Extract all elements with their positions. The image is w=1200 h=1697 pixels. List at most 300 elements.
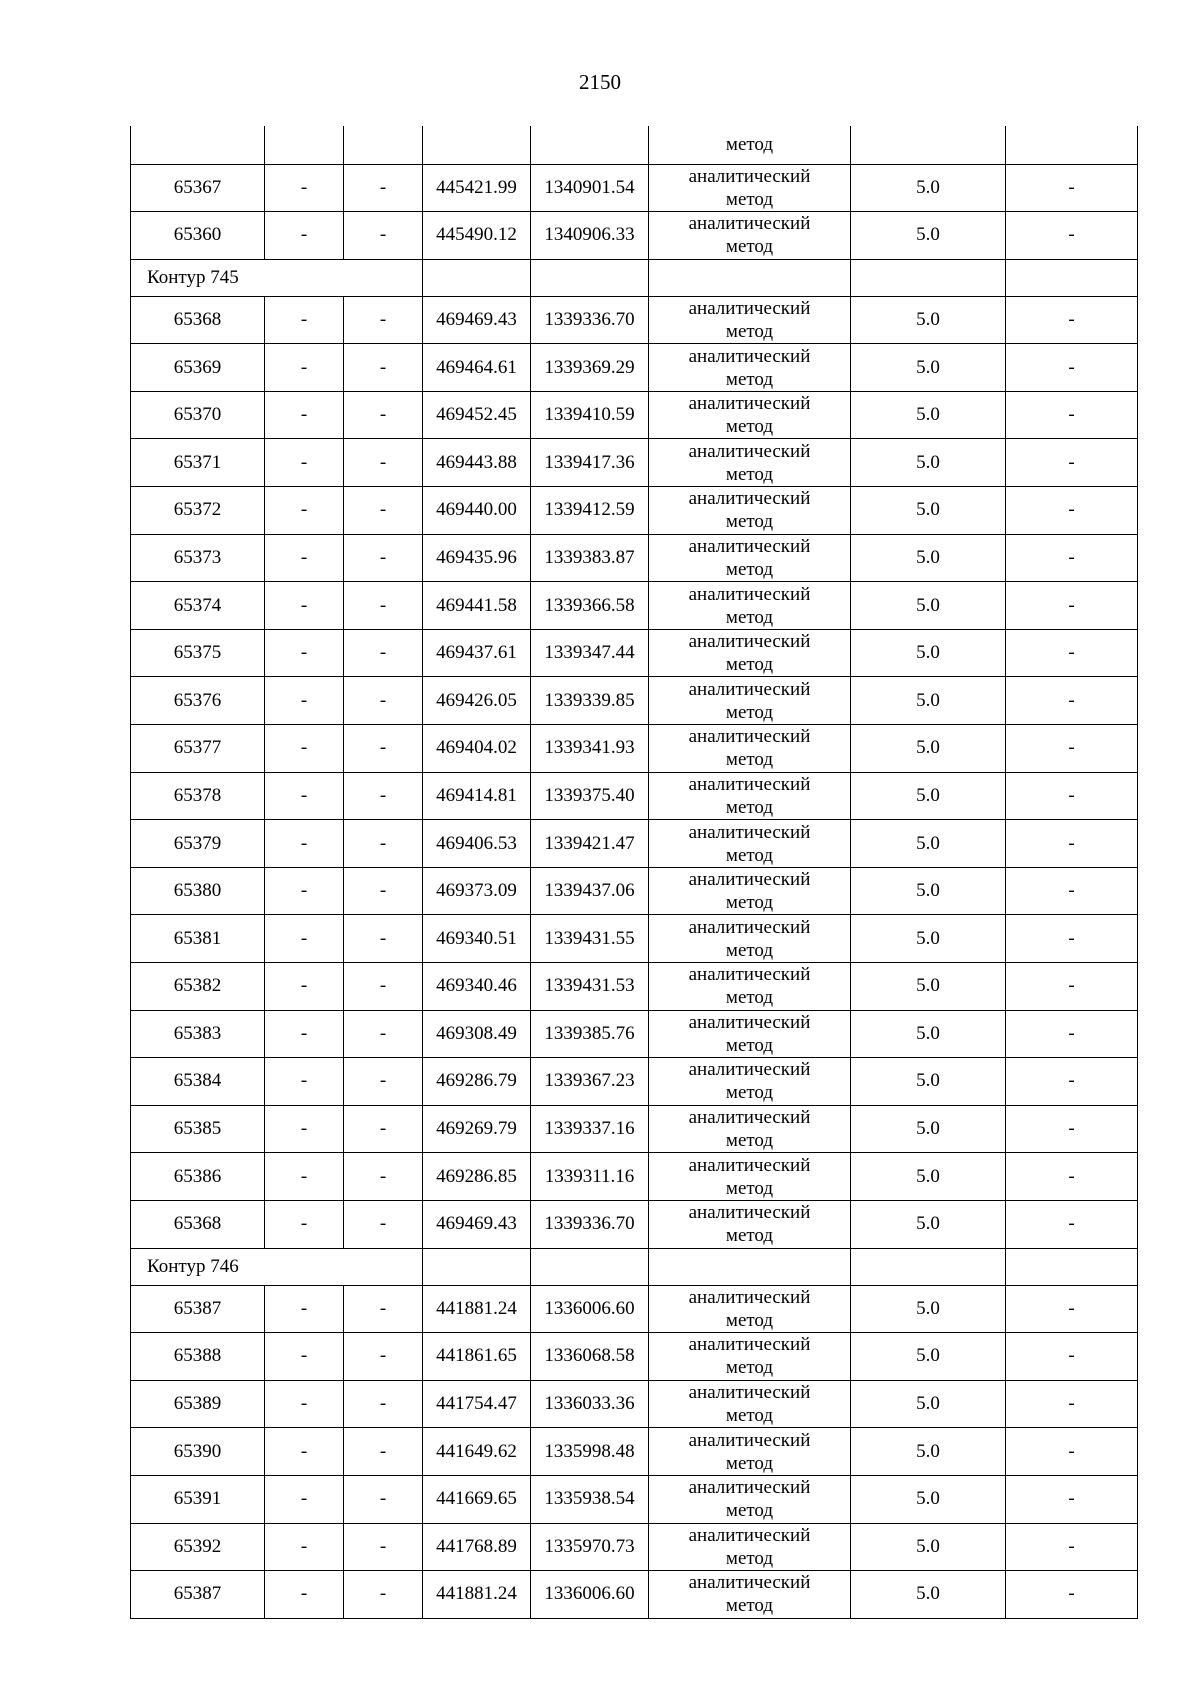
- method-line-2: метод: [725, 1082, 774, 1104]
- cell-point-id: 65367: [131, 164, 265, 212]
- contour-header-row: [131, 259, 1138, 296]
- cell-col3: -: [344, 1058, 423, 1106]
- cell-method: [649, 164, 851, 212]
- table-row: [131, 487, 1138, 535]
- method-line-1: аналитический: [688, 1429, 811, 1451]
- cell-y: 1339417.36: [531, 439, 649, 487]
- table-row: [131, 296, 1138, 344]
- table-row: [131, 1428, 1138, 1476]
- cell-accuracy: 5.0: [851, 296, 1006, 344]
- method-line-1: аналитический: [688, 1011, 811, 1033]
- cell-method: [649, 212, 851, 260]
- cell-y: 1339421.47: [531, 820, 649, 868]
- cell-x: 441754.47: [423, 1380, 531, 1428]
- cell-y: 1339412.59: [531, 487, 649, 535]
- method-line-2: метод: [725, 987, 774, 1009]
- cell-point-id: 65383: [131, 1010, 265, 1058]
- method-line-2: метод: [725, 796, 774, 818]
- cell-point-id: 65378: [131, 772, 265, 820]
- method-line-1: аналитический: [688, 916, 811, 938]
- cell-accuracy: 5.0: [851, 963, 1006, 1011]
- cell-empty: [423, 259, 531, 296]
- cell-y: 1336006.60: [531, 1285, 649, 1333]
- cell-y: 1339385.76: [531, 1010, 649, 1058]
- cell-col8: -: [1006, 1153, 1138, 1201]
- cell-col8: -: [1006, 344, 1138, 392]
- cell-accuracy: 5.0: [851, 1285, 1006, 1333]
- cell-col8: -: [1006, 915, 1138, 963]
- method-line-2: метод: [725, 1225, 774, 1247]
- cell-method: [649, 677, 851, 725]
- cell-col3: -: [344, 963, 423, 1011]
- cell-col2: -: [265, 1285, 344, 1333]
- cell-accuracy: 5.0: [851, 1428, 1006, 1476]
- cell-y: 1335998.48: [531, 1428, 649, 1476]
- cell-col3: -: [344, 212, 423, 260]
- cell-x: 441768.89: [423, 1523, 531, 1571]
- cell-method: [649, 1058, 851, 1106]
- method-line-2: метод: [725, 844, 774, 866]
- cell-col3: -: [344, 487, 423, 535]
- cell-empty: [649, 259, 851, 296]
- cell-x: 469308.49: [423, 1010, 531, 1058]
- table-row: [131, 1333, 1138, 1381]
- cell-col8: -: [1006, 1200, 1138, 1248]
- cell-accuracy: 5.0: [851, 391, 1006, 439]
- method-line-2: метод: [725, 1452, 774, 1474]
- cell-empty: [1006, 1248, 1138, 1285]
- cell-x: 469440.00: [423, 487, 531, 535]
- cell-col2: -: [265, 915, 344, 963]
- cell-accuracy: 5.0: [851, 344, 1006, 392]
- cell-y: 1339375.40: [531, 772, 649, 820]
- cell-method: [649, 915, 851, 963]
- cell-x: 469340.46: [423, 963, 531, 1011]
- method-line-1: аналитический: [688, 165, 811, 187]
- cell-x: 469435.96: [423, 534, 531, 582]
- cell-point-id: 65368: [131, 296, 265, 344]
- cell-accuracy: 5.0: [851, 1010, 1006, 1058]
- method-line-1: аналитический: [688, 821, 811, 843]
- method-line-1: аналитический: [688, 1286, 811, 1308]
- cell-col2: -: [265, 212, 344, 260]
- cell-col2: -: [265, 1333, 344, 1381]
- cell-col8: -: [1006, 212, 1138, 260]
- method-line-2: метод: [725, 320, 774, 342]
- cell-col3: -: [344, 1200, 423, 1248]
- cell-col8: -: [1006, 582, 1138, 630]
- cell-col2: -: [265, 1475, 344, 1523]
- table-row: [131, 1475, 1138, 1523]
- cell-x: 469469.43: [423, 296, 531, 344]
- cell-x: 469414.81: [423, 772, 531, 820]
- cell-col2: -: [265, 1200, 344, 1248]
- cell-col8: -: [1006, 1333, 1138, 1381]
- table-row: [131, 534, 1138, 582]
- cell-method-continued: метод: [649, 126, 851, 164]
- method-line-1: аналитический: [688, 1059, 811, 1081]
- cell-empty: [531, 259, 649, 296]
- method-line-1: аналитический: [688, 583, 811, 605]
- cell-method: [649, 1285, 851, 1333]
- cell-method: [649, 582, 851, 630]
- cell-col8: -: [1006, 1428, 1138, 1476]
- cell-col8: -: [1006, 1105, 1138, 1153]
- cell-point-id: 65387: [131, 1285, 265, 1333]
- table-row: [131, 963, 1138, 1011]
- coordinates-table-body: [131, 126, 1138, 1618]
- table-row: [131, 725, 1138, 773]
- cell-col2: -: [265, 1380, 344, 1428]
- method-line-1: аналитический: [688, 488, 811, 510]
- table-row: [131, 1523, 1138, 1571]
- cell-col3: -: [344, 629, 423, 677]
- cell-x: 469437.61: [423, 629, 531, 677]
- cell-point-id: 65382: [131, 963, 265, 1011]
- cell-col8: -: [1006, 534, 1138, 582]
- table-row: [131, 582, 1138, 630]
- cell-point-id: 65369: [131, 344, 265, 392]
- cell-col2: -: [265, 677, 344, 725]
- cell-col2: -: [265, 344, 344, 392]
- cell-col2: -: [265, 772, 344, 820]
- method-line-2: метод: [725, 1130, 774, 1152]
- table-row: [131, 915, 1138, 963]
- cell-method: [649, 344, 851, 392]
- method-line-1: аналитический: [688, 213, 811, 235]
- cell-x: 441669.65: [423, 1475, 531, 1523]
- method-line-2: метод: [725, 939, 774, 961]
- cell-empty: [344, 126, 423, 164]
- method-line-1: аналитический: [688, 1524, 811, 1546]
- cell-col8: -: [1006, 867, 1138, 915]
- cell-empty: [1006, 126, 1138, 164]
- cell-x: 469464.61: [423, 344, 531, 392]
- cell-method: [649, 1333, 851, 1381]
- cell-accuracy: 5.0: [851, 725, 1006, 773]
- cell-x: 441649.62: [423, 1428, 531, 1476]
- cell-x: 445421.99: [423, 164, 531, 212]
- cell-method: [649, 296, 851, 344]
- cell-col3: -: [344, 677, 423, 725]
- cell-method: [649, 1571, 851, 1619]
- cell-col2: -: [265, 1153, 344, 1201]
- cell-col2: -: [265, 1523, 344, 1571]
- cell-x: 441881.24: [423, 1571, 531, 1619]
- cell-empty: [851, 259, 1006, 296]
- cell-x: 441881.24: [423, 1285, 531, 1333]
- cell-point-id: 65380: [131, 867, 265, 915]
- cell-method: [649, 867, 851, 915]
- method-line-2: метод: [725, 1547, 774, 1569]
- cell-col2: -: [265, 534, 344, 582]
- cell-col3: -: [344, 1010, 423, 1058]
- cell-accuracy: 5.0: [851, 772, 1006, 820]
- cell-col2: -: [265, 1058, 344, 1106]
- method-line-1: аналитический: [688, 297, 811, 319]
- cell-method: [649, 629, 851, 677]
- cell-col8: -: [1006, 820, 1138, 868]
- cell-empty: [531, 1248, 649, 1285]
- cell-accuracy: 5.0: [851, 1105, 1006, 1153]
- cell-method: [649, 1475, 851, 1523]
- table-row: [131, 677, 1138, 725]
- cell-point-id: 65376: [131, 677, 265, 725]
- method-line-2: метод: [725, 1309, 774, 1331]
- contour-header-row: [131, 1248, 1138, 1285]
- cell-x: 469404.02: [423, 725, 531, 773]
- cell-col2: -: [265, 487, 344, 535]
- page-number: 2150: [579, 70, 621, 94]
- cell-col8: -: [1006, 629, 1138, 677]
- cell-x: 441861.65: [423, 1333, 531, 1381]
- cell-col3: -: [344, 772, 423, 820]
- cell-x: 469469.43: [423, 1200, 531, 1248]
- cell-y: 1335938.54: [531, 1475, 649, 1523]
- method-line-1: аналитический: [688, 1572, 811, 1594]
- cell-x: 469286.79: [423, 1058, 531, 1106]
- cell-x: 469443.88: [423, 439, 531, 487]
- cell-accuracy: 5.0: [851, 212, 1006, 260]
- cell-col2: -: [265, 629, 344, 677]
- cell-accuracy: 5.0: [851, 629, 1006, 677]
- cell-col3: -: [344, 1333, 423, 1381]
- table-row: [131, 629, 1138, 677]
- cell-point-id: 65373: [131, 534, 265, 582]
- cell-accuracy: 5.0: [851, 1333, 1006, 1381]
- cell-point-id: 65387: [131, 1571, 265, 1619]
- table-row: [131, 391, 1138, 439]
- method-line-1: аналитический: [688, 345, 811, 367]
- cell-empty: [131, 126, 265, 164]
- cell-col3: -: [344, 725, 423, 773]
- cell-method: [649, 1105, 851, 1153]
- method-line-2: метод: [725, 1500, 774, 1522]
- method-line-2: метод: [725, 1595, 774, 1617]
- method-line-1: аналитический: [688, 869, 811, 891]
- method-line-1: аналитический: [688, 631, 811, 653]
- cell-col8: -: [1006, 439, 1138, 487]
- cell-empty: [265, 126, 344, 164]
- cell-col8: -: [1006, 296, 1138, 344]
- table-row: [131, 439, 1138, 487]
- method-line-2: метод: [725, 654, 774, 676]
- cell-point-id: 65370: [131, 391, 265, 439]
- method-line-2: метод: [725, 606, 774, 628]
- method-line-2: метод: [725, 1034, 774, 1056]
- method-line-1: аналитический: [688, 1382, 811, 1404]
- method-line-1: аналитический: [688, 1154, 811, 1176]
- cell-col2: -: [265, 867, 344, 915]
- cell-empty: [851, 126, 1006, 164]
- method-line-1: аналитический: [688, 1477, 811, 1499]
- method-line-1: аналитический: [688, 440, 811, 462]
- cell-col3: -: [344, 915, 423, 963]
- cell-method: [649, 1380, 851, 1428]
- table-row: [131, 820, 1138, 868]
- method-line-1: аналитический: [688, 535, 811, 557]
- cell-y: 1339367.23: [531, 1058, 649, 1106]
- cell-col3: -: [344, 164, 423, 212]
- method-line-1: аналитический: [688, 1334, 811, 1356]
- coordinates-table: [130, 126, 1138, 1619]
- table-row-continued: [131, 126, 1138, 164]
- cell-y: 1339431.55: [531, 915, 649, 963]
- cell-col8: -: [1006, 1285, 1138, 1333]
- cell-col2: -: [265, 725, 344, 773]
- cell-y: 1339339.85: [531, 677, 649, 725]
- cell-y: 1340906.33: [531, 212, 649, 260]
- method-line-2: метод: [725, 368, 774, 390]
- cell-accuracy: 5.0: [851, 487, 1006, 535]
- cell-col3: -: [344, 582, 423, 630]
- cell-col3: -: [344, 1285, 423, 1333]
- cell-col2: -: [265, 391, 344, 439]
- cell-col2: -: [265, 820, 344, 868]
- cell-empty: [531, 126, 649, 164]
- table-row: [131, 772, 1138, 820]
- cell-method: [649, 1010, 851, 1058]
- cell-col3: -: [344, 1475, 423, 1523]
- cell-col3: -: [344, 820, 423, 868]
- cell-accuracy: 5.0: [851, 1200, 1006, 1248]
- cell-x: 469406.53: [423, 820, 531, 868]
- cell-accuracy: 5.0: [851, 677, 1006, 725]
- cell-col3: -: [344, 1523, 423, 1571]
- cell-y: 1339383.87: [531, 534, 649, 582]
- cell-accuracy: 5.0: [851, 867, 1006, 915]
- cell-empty: [423, 126, 531, 164]
- table-row: [131, 212, 1138, 260]
- method-line-1: аналитический: [688, 393, 811, 415]
- cell-col2: -: [265, 439, 344, 487]
- cell-accuracy: 5.0: [851, 1475, 1006, 1523]
- cell-point-id: 65391: [131, 1475, 265, 1523]
- cell-x: 469441.58: [423, 582, 531, 630]
- cell-y: 1339347.44: [531, 629, 649, 677]
- cell-col2: -: [265, 1010, 344, 1058]
- cell-col8: -: [1006, 772, 1138, 820]
- cell-method: [649, 1523, 851, 1571]
- cell-col8: -: [1006, 1571, 1138, 1619]
- cell-y: 1339431.53: [531, 963, 649, 1011]
- cell-x: 469269.79: [423, 1105, 531, 1153]
- cell-empty: [649, 1248, 851, 1285]
- cell-x: 469286.85: [423, 1153, 531, 1201]
- cell-col3: -: [344, 1105, 423, 1153]
- cell-col8: -: [1006, 391, 1138, 439]
- table-row: [131, 164, 1138, 212]
- cell-accuracy: 5.0: [851, 915, 1006, 963]
- cell-col2: -: [265, 1105, 344, 1153]
- cell-point-id: 65390: [131, 1428, 265, 1476]
- method-line-1: аналитический: [688, 726, 811, 748]
- cell-accuracy: 5.0: [851, 582, 1006, 630]
- table-row: [131, 1380, 1138, 1428]
- cell-y: 1336006.60: [531, 1571, 649, 1619]
- cell-method: [649, 1153, 851, 1201]
- table-row: [131, 1010, 1138, 1058]
- cell-x: 469373.09: [423, 867, 531, 915]
- cell-col2: -: [265, 963, 344, 1011]
- cell-col2: -: [265, 296, 344, 344]
- method-line-2: метод: [725, 416, 774, 438]
- cell-accuracy: 5.0: [851, 439, 1006, 487]
- cell-col3: -: [344, 1428, 423, 1476]
- cell-accuracy: 5.0: [851, 1153, 1006, 1201]
- cell-accuracy: 5.0: [851, 1523, 1006, 1571]
- cell-col8: -: [1006, 1058, 1138, 1106]
- cell-method: [649, 963, 851, 1011]
- cell-point-id: 65368: [131, 1200, 265, 1248]
- method-line-2: метод: [725, 188, 774, 210]
- contour-label: Контур 746: [131, 1248, 423, 1285]
- cell-col3: -: [344, 867, 423, 915]
- cell-point-id: 65379: [131, 820, 265, 868]
- cell-accuracy: 5.0: [851, 1058, 1006, 1106]
- cell-accuracy: 5.0: [851, 1571, 1006, 1619]
- cell-col2: -: [265, 164, 344, 212]
- cell-point-id: 65386: [131, 1153, 265, 1201]
- cell-col2: -: [265, 1571, 344, 1619]
- method-line-2: метод: [725, 236, 774, 258]
- table-row: [131, 1058, 1138, 1106]
- cell-y: 1336033.36: [531, 1380, 649, 1428]
- table-row: [131, 1571, 1138, 1619]
- contour-label: Контур 745: [131, 259, 423, 296]
- cell-method: [649, 1200, 851, 1248]
- cell-col3: -: [344, 296, 423, 344]
- cell-y: 1335970.73: [531, 1523, 649, 1571]
- cell-col8: -: [1006, 1523, 1138, 1571]
- cell-col8: -: [1006, 1475, 1138, 1523]
- method-line-2: метод: [725, 1357, 774, 1379]
- cell-empty: [1006, 259, 1138, 296]
- cell-point-id: 65371: [131, 439, 265, 487]
- cell-empty: [851, 1248, 1006, 1285]
- cell-col3: -: [344, 534, 423, 582]
- cell-accuracy: 5.0: [851, 164, 1006, 212]
- cell-y: 1339311.16: [531, 1153, 649, 1201]
- cell-method: [649, 820, 851, 868]
- method-line-2: метод: [725, 463, 774, 485]
- method-line-1: аналитический: [688, 964, 811, 986]
- cell-accuracy: 5.0: [851, 820, 1006, 868]
- cell-y: 1340901.54: [531, 164, 649, 212]
- cell-point-id: 65375: [131, 629, 265, 677]
- method-line-1: аналитический: [688, 1107, 811, 1129]
- cell-col3: -: [344, 439, 423, 487]
- method-line-2: метод: [725, 701, 774, 723]
- method-line-2: метод: [725, 1177, 774, 1199]
- cell-method: [649, 391, 851, 439]
- method-line-1: аналитический: [688, 773, 811, 795]
- cell-col3: -: [344, 1380, 423, 1428]
- cell-col3: -: [344, 344, 423, 392]
- method-line-1: аналитический: [688, 678, 811, 700]
- cell-method: [649, 487, 851, 535]
- cell-point-id: 65377: [131, 725, 265, 773]
- table-row: [131, 1285, 1138, 1333]
- cell-col8: -: [1006, 487, 1138, 535]
- cell-point-id: 65392: [131, 1523, 265, 1571]
- cell-point-id: 65384: [131, 1058, 265, 1106]
- cell-point-id: 65374: [131, 582, 265, 630]
- cell-col2: -: [265, 582, 344, 630]
- cell-method: [649, 772, 851, 820]
- cell-point-id: 65372: [131, 487, 265, 535]
- cell-y: 1339341.93: [531, 725, 649, 773]
